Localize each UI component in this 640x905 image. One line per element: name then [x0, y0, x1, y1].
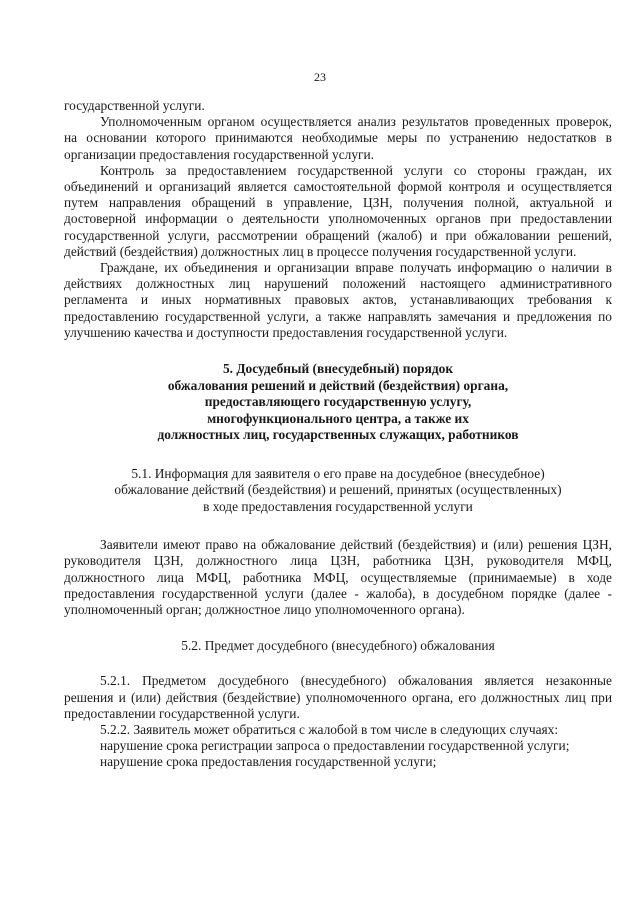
section-5-title: [64, 361, 612, 444]
section-5-title-line: обжалования решений и действий (бездействия) органа,: [167, 377, 509, 393]
paragraph-5-1: Заявители имеют право на обжалование действий (бездействия) и (или) решения ЦЗН, руководителя ЦЗН, должностного лица ЦЗН, работника ЦЗН, руководителя МФЦ, должностного лица МФЦ, работника МФЦ, осуществляемые (принимаемые) в ходе предоставления государственной услуги (далее - жалоба), в досудебном порядке (далее - уполномоченный орган; должностное лицо уполномоченного органа).: [64, 537, 612, 618]
section-5-title-line: должностных лиц, государственных служащих, работников: [157, 427, 519, 443]
paragraph-5-2-1: 5.2.1. Предметом досудебного (внесудебного) обжалования является незаконные решения и (или) действия (бездействие) уполномоченного органа, его должностных лиц при предоставлении государственной услуги.: [64, 673, 612, 721]
section-5-title-line: многофункционального центра, а также их: [207, 410, 469, 426]
subsection-5-2-title: 5.2. Предмет досудебного (внесудебного) обжалования: [181, 638, 495, 654]
paragraph-analysis: Уполномоченным органом осуществляется анализ результатов проведенных проверок, на основании которого принимаются необходимые меры по устранению недостатков в организации предоставления государственной услуги.: [64, 114, 612, 162]
section-5-title-line: 5. Досудебный (внесудебный) порядок: [222, 361, 454, 377]
subsection-5-1-title-line: в ходе предоставления государственной услуги: [203, 498, 473, 514]
subsection-5-1-title-line: 5.1. Информация для заявителя о его праве на досудебное (внесудебное): [131, 466, 545, 482]
section-5-title-line: предоставляющего государственную услугу,: [204, 394, 472, 410]
page-number: 23: [314, 70, 326, 84]
subsection-5-1-title: [64, 466, 612, 515]
paragraph-citizens-rights: Граждане, их объединения и организации вправе получать информацию о наличии в действиях должностных лиц нарушений положений настоящего административного регламента и иных нормативных правовых актов, устанавливающих требования к предоставлению государственной услуги, а также направлять замечания и предложения по улучшению качества и доступности предоставления государственной услуги.: [64, 260, 612, 340]
list-item-service-delay: нарушение срока предоставления государственной услуги;: [100, 754, 437, 770]
list-item-registration-delay: нарушение срока регистрации запроса о предоставлении государственной услуги;: [100, 738, 570, 754]
subsection-5-1-title-line: обжалование действий (бездействия) и решений, принятых (осуществленных): [114, 482, 562, 498]
paragraph-control: Контроль за предоставлением государственной услуги со стороны граждан, их объединений и организаций является самостоятельной формой контроля и осуществляется путем направления обращений в управление, ЦЗН, получения полной, актуальной и достоверной информации о деятельности уполномоченных органов при предоставлении государственной услуги, рассмотрении обращений (жалоб) и при обжаловании решений, действий (бездействия) должностных лиц в процессе получения государственной услуги.: [64, 162, 612, 259]
paragraph-5-2-2: 5.2.2. Заявитель может обратиться с жалобой в том числе в следующих случаях:: [100, 722, 559, 738]
paragraph-continuation: государственной услуги.: [64, 98, 205, 113]
document-body: [64, 98, 612, 771]
